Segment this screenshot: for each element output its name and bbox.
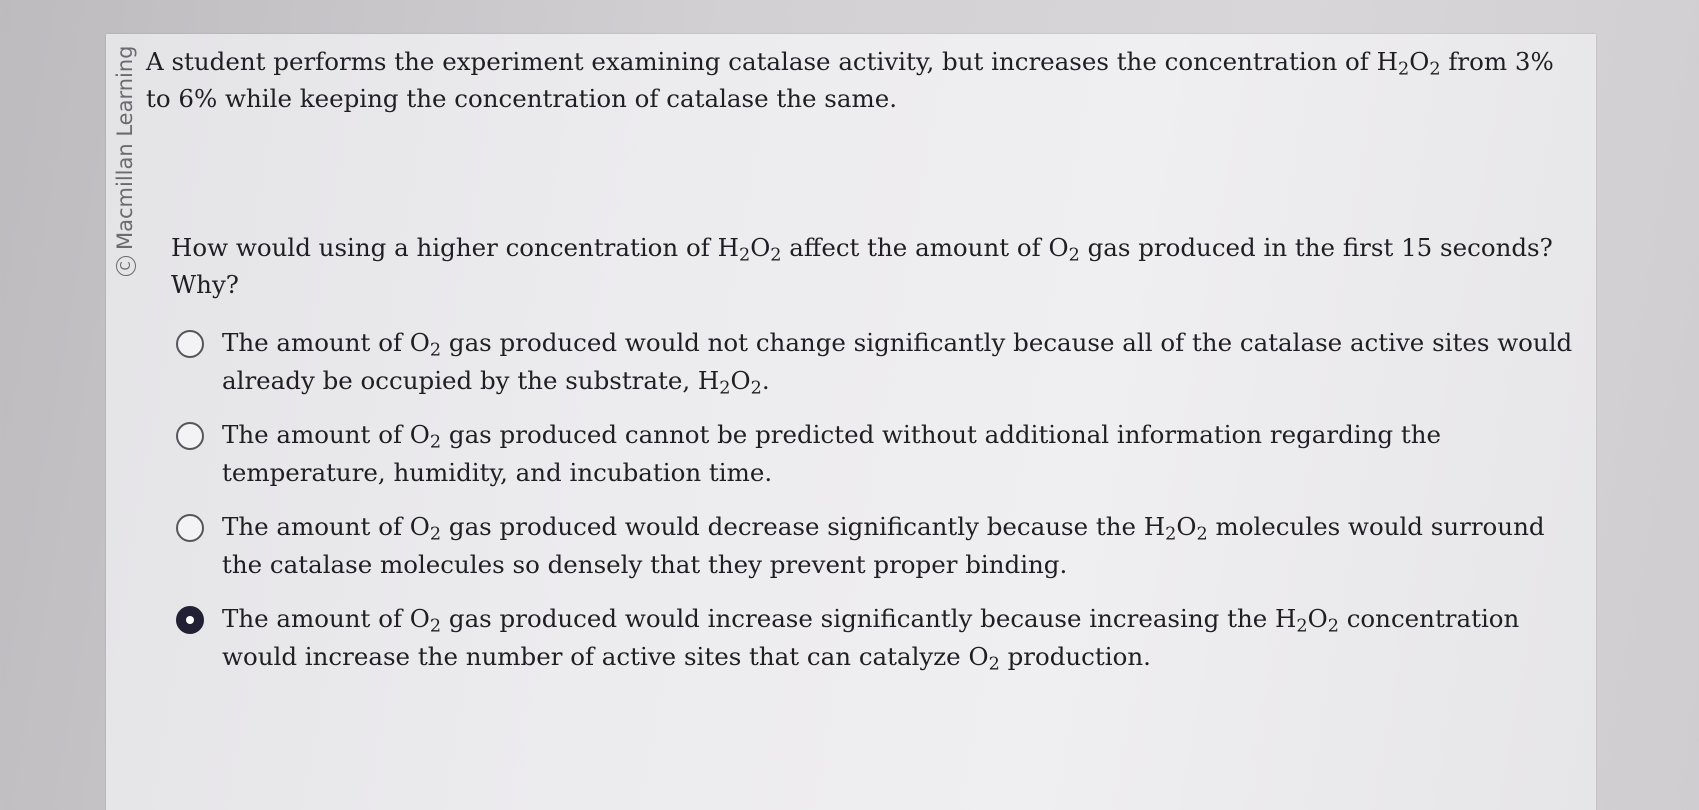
choice-text: The amount of O bbox=[222, 328, 430, 357]
stem-text: O bbox=[1409, 47, 1430, 76]
choice-text: O bbox=[1176, 512, 1197, 541]
subscript: 2 bbox=[429, 432, 442, 453]
radio-button-4-selected[interactable] bbox=[176, 606, 204, 634]
choice-text: O bbox=[730, 366, 751, 395]
choice-text: gas produced cannot be predicted without additional information regarding the temperature, humidity, and incubation time. bbox=[222, 420, 1441, 487]
copyright-icon: C bbox=[116, 256, 136, 276]
choice-label-4[interactable] bbox=[222, 600, 1576, 676]
subscript: 2 bbox=[1327, 616, 1339, 637]
answer-choices bbox=[176, 324, 1576, 692]
question-prompt bbox=[171, 229, 1571, 303]
subscript: 2 bbox=[1196, 524, 1208, 545]
subscript: 2 bbox=[719, 378, 731, 399]
subscript: 2 bbox=[1296, 616, 1308, 637]
answer-choice-3[interactable] bbox=[176, 508, 1576, 584]
choice-text: gas produced would decrease significantly because the H bbox=[441, 512, 1166, 541]
subscript: 2 bbox=[1398, 59, 1410, 80]
choice-text: production. bbox=[999, 642, 1151, 671]
question-text: How would using a higher concentration of H bbox=[171, 233, 739, 262]
choice-label-3[interactable] bbox=[222, 508, 1576, 584]
answer-choice-2[interactable] bbox=[176, 416, 1576, 492]
copyright-watermark bbox=[110, 46, 140, 276]
subscript: 2 bbox=[1429, 59, 1441, 80]
question-text: O bbox=[750, 233, 771, 262]
subscript: 2 bbox=[429, 616, 442, 637]
radio-button-1[interactable] bbox=[176, 330, 204, 358]
choice-text: The amount of O bbox=[222, 512, 430, 541]
question-text: affect the amount of O bbox=[781, 233, 1069, 262]
choice-text: molecules would surround the catalase molecules so densely that they prevent proper binding. bbox=[222, 512, 1545, 579]
choice-text: The amount of O bbox=[222, 604, 430, 633]
choice-text: concentration would increase the number of active sites that can catalyze O bbox=[222, 604, 1520, 671]
subscript: 2 bbox=[750, 378, 762, 399]
subscript: 2 bbox=[738, 245, 751, 266]
question-text: gas produced in the first 15 seconds? Why? bbox=[171, 233, 1553, 299]
choice-text: gas produced would increase significantly because increasing the H bbox=[441, 604, 1297, 633]
choice-text: The amount of O bbox=[222, 420, 430, 449]
choice-text: O bbox=[1307, 604, 1328, 633]
choice-text: gas produced would not change significantly because all of the catalase active sites would already be occupied by the substrate, H bbox=[222, 328, 1573, 395]
subscript: 2 bbox=[1068, 245, 1080, 266]
choice-label-1[interactable] bbox=[222, 324, 1576, 400]
copyright-text: Macmillan Learning bbox=[113, 45, 137, 250]
stem-text: A student performs the experiment examining catalase activity, but increases the concentration of H bbox=[146, 47, 1399, 76]
subscript: 2 bbox=[1165, 524, 1177, 545]
choice-text: . bbox=[761, 366, 770, 395]
choice-label-2[interactable] bbox=[222, 416, 1576, 492]
stem-text: from 3% to 6% while keeping the concentration of catalase the same. bbox=[146, 47, 1554, 113]
question-stem bbox=[146, 43, 1576, 117]
radio-button-3[interactable] bbox=[176, 514, 204, 542]
subscript: 2 bbox=[429, 340, 442, 361]
subscript: 2 bbox=[988, 654, 1000, 675]
subscript: 2 bbox=[770, 245, 782, 266]
answer-choice-1[interactable] bbox=[176, 324, 1576, 400]
answer-choice-4[interactable] bbox=[176, 600, 1576, 676]
subscript: 2 bbox=[429, 524, 442, 545]
radio-button-2[interactable] bbox=[176, 422, 204, 450]
